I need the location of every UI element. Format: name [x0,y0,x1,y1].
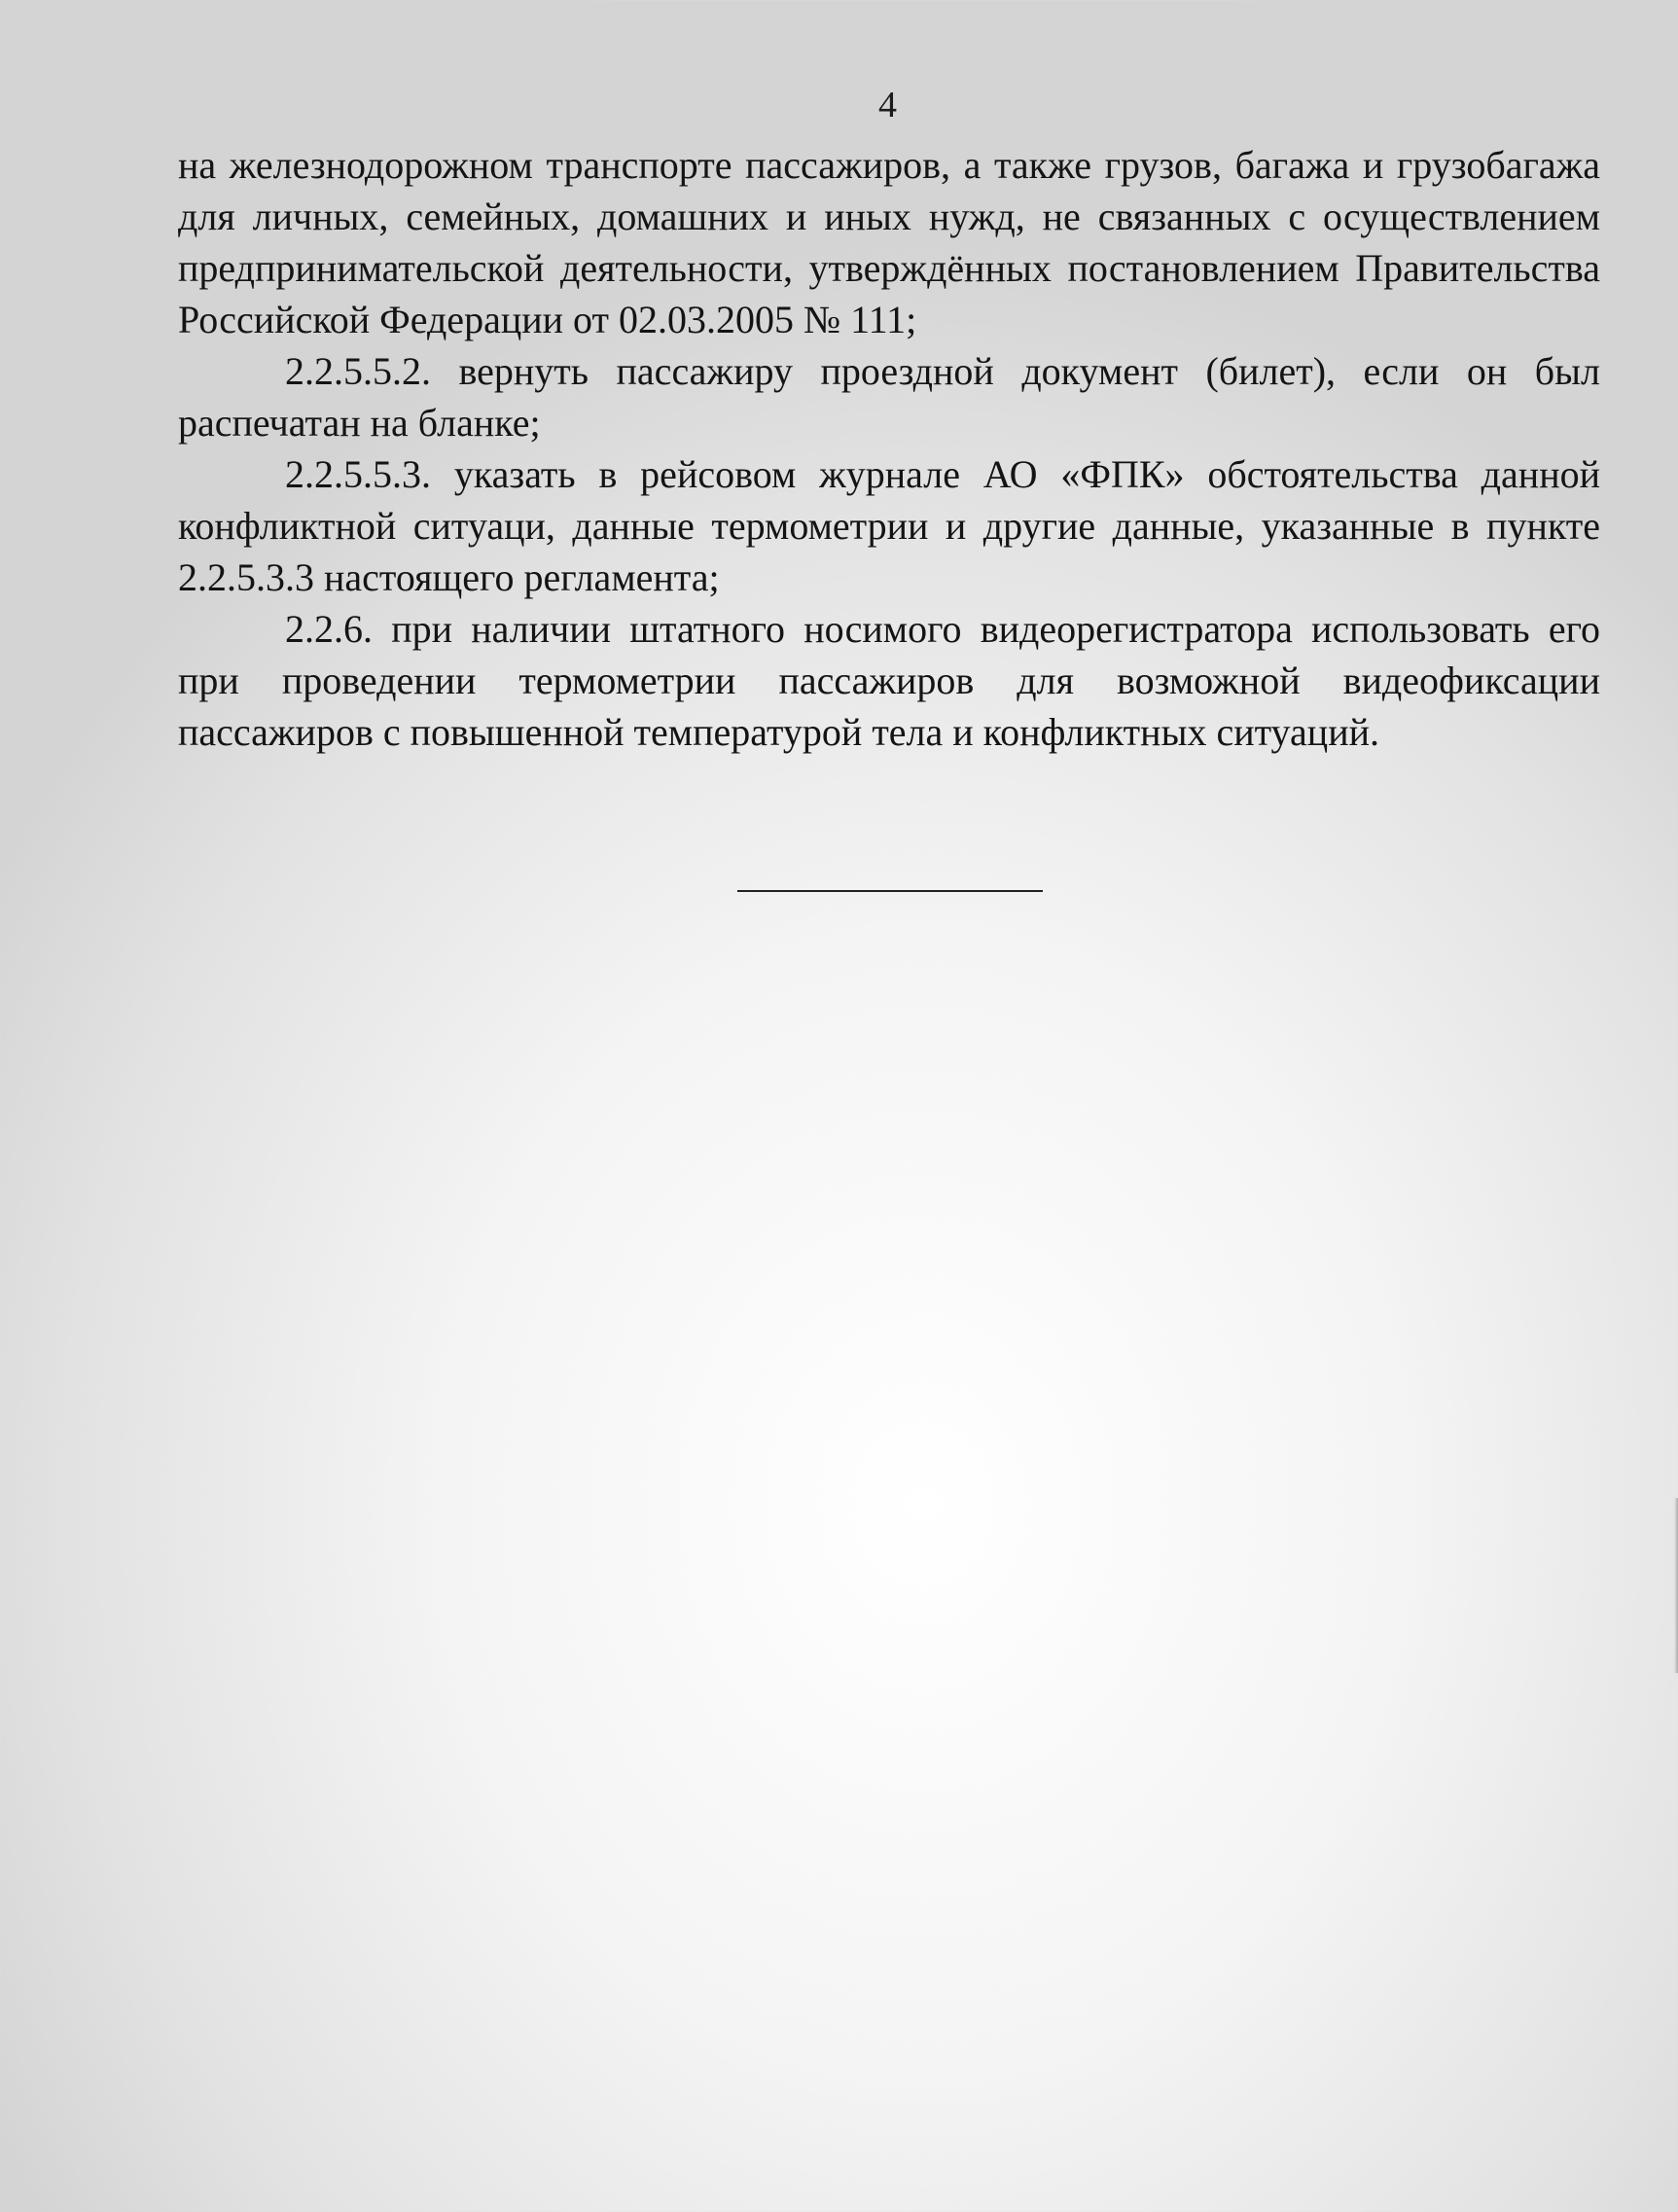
paragraph-continuation: на железнодорожном транспорте пассажиров, а также грузов, багажа и грузобагажа для личных, семейных, домашних и иных нужд, не связанных с осуществлением предпринимательской деятельности, утверждённых постановлением Правительства Российской Федерации от 02.03.2005 № 111; [178,143,1600,341]
paper-edge-shadow [1674,1498,1678,1673]
page-number: 4 [878,85,897,125]
end-of-document-rule [737,890,1043,892]
document-body [178,139,1600,758]
paragraph-clause-2-2-5-5-2: 2.2.5.5.2. вернуть пассажиру проездной документ (билет), если он был распечатан на бланке; [178,349,1600,445]
paragraph-clause-2-2-5-5-3: 2.2.5.5.3. указать в рейсовом журнале АО «ФПК» обстоятельства данной конфликтной ситуаци, данные термометрии и другие данные, указанные в пункте 2.2.5.3.3 настоящего регламента; [178,452,1600,599]
paragraph-clause-2-2-6: 2.2.6. при наличии штатного носимого видеорегистратора использовать его при проведении термометрии пассажиров для возможной видеофиксации пассажиров с повышенной температурой тела и конфликтных ситуаций. [178,607,1600,754]
